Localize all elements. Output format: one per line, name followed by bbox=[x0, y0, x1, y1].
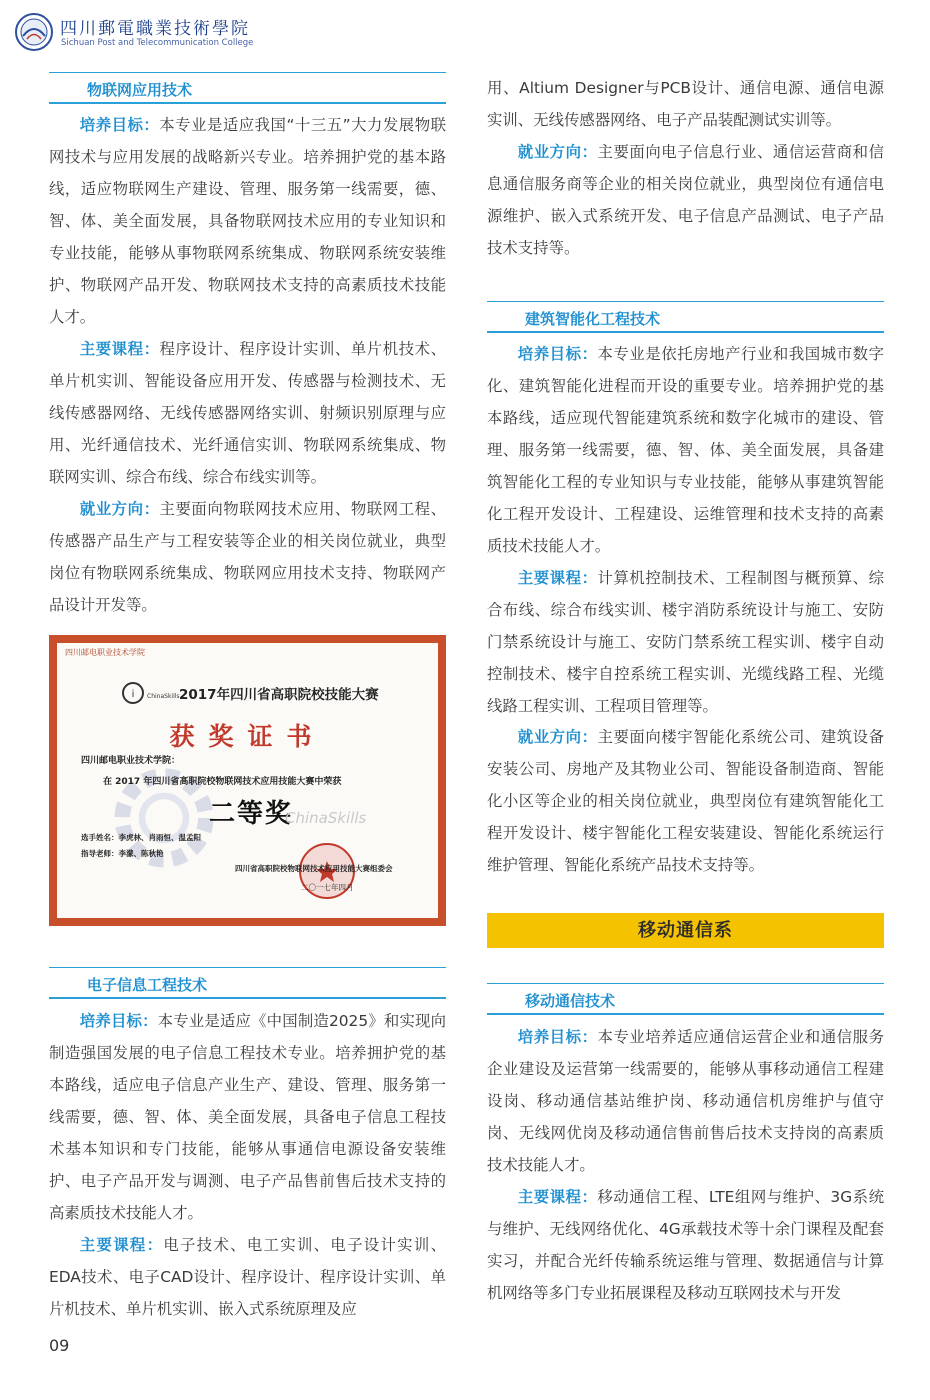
mobile-goal-paragraph bbox=[487, 1021, 884, 1181]
mobile-goal-text: 本专业培养适应通信运营企业和通信服务企业建设及运营第一线需要的，能够从事移动通信工程建设岗、移动通信基站维护岗、移动通信机房维护与值守岗、无线网优岗及移动通信售前售后技术支持岗的高素质技术技能人才。 bbox=[487, 1028, 884, 1174]
electronic-courses-paragraph bbox=[49, 1229, 446, 1325]
certificate-award-level: 二等奖 bbox=[209, 799, 294, 829]
building-goal-paragraph bbox=[487, 338, 884, 562]
building-courses-text: 计算机控制技术、工程制图与概预算、综合布线、综合布线实训、楼宇消防系统设计与施工、安防门禁系统设计与施工、安防门禁系统工程实训、楼宇自动控制技术、楼宇自控系统工程实训、光缆线路工程、光缆线路工程实训、工程项目管理等。 bbox=[487, 569, 884, 715]
department-banner: 移动通信系 bbox=[487, 913, 884, 948]
electronic-courses-continued bbox=[487, 72, 884, 136]
certificate-paper bbox=[57, 643, 438, 918]
building-goal-text: 本专业是依托房地产行业和我国城市数字化、建筑智能化进程而开设的重要专业。培养拥护党的基本路线，适应现代智能建筑系统和数字化城市的建设、管理、服务第一线需要，德、智、体、美全面发展，具备建筑智能化工程的专业知识与专业技能，能够从事建筑智能化工程开发设计、工程建设、运维管理和技术支持的高素质技术技能人才。 bbox=[487, 345, 884, 555]
electronic-goal-paragraph bbox=[49, 1005, 446, 1229]
iot-goal-text: 本专业是适应我国“十三五”大力发展物联网技术与应用发展的战略新兴专业。培养拥护党的基本路线，适应物联网生产建设、管理、服务第一线需要，德、智、体、美全面发展，具备物联网技术应用的专业知识和专业技能，能够从事物联网系统集成、物联网系统安装维护、物联网产品开发、物联网技术支持的高素质技术技能人才。 bbox=[49, 116, 446, 326]
section-header-iot bbox=[49, 76, 446, 104]
certificate-title: 获奖证书 bbox=[169, 722, 326, 751]
mobile-courses-paragraph bbox=[487, 1181, 884, 1309]
goal-label: 培养目标： bbox=[79, 1012, 158, 1030]
electronic-goal-text: 本专业是适应《中国制造2025》和实现向制造强国发展的电子信息工程技术专业。培养拥护党的基本路线，适应电子信息产业生产、建设、管理、服务第一线需要，德、智、体、美全面发展，具备电子信息工程技术基本知识和专门技能，能够从事通信电源设备安装维护、电子产品开发与调测、电子产品售前售后技术支持的高素质技术技能人才。 bbox=[49, 1012, 446, 1222]
certificate-organizer: 四川省高职院校物联网技术应用技能大赛组委会 bbox=[235, 864, 393, 873]
section-header-mobile bbox=[487, 987, 884, 1015]
iot-employment-paragraph bbox=[49, 493, 446, 621]
goal-label: 培养目标： bbox=[79, 116, 160, 134]
section-header-building bbox=[487, 305, 884, 333]
iot-goal-paragraph bbox=[49, 109, 446, 333]
courses-label: 主要课程： bbox=[79, 340, 160, 358]
section-title-iot: 物联网应用技术 bbox=[87, 81, 193, 99]
courses-label: 主要课程： bbox=[79, 1236, 164, 1254]
certificate-watermark: ChinaSkills bbox=[285, 809, 367, 827]
employment-label: 就业方向： bbox=[517, 143, 598, 161]
iot-employment-text: 主要面向物联网技术应用、物联网工程、传感器产品生产与工程安装等企业的相关岗位就业，典型岗位有物联网系统集成、物联网应用技术支持、物联网产品设计开发等。 bbox=[49, 500, 446, 614]
page-number: 09 bbox=[49, 1336, 70, 1355]
certificate-school: 四川邮电职业技术学院： bbox=[81, 756, 181, 766]
award-certificate-image bbox=[49, 635, 446, 926]
electronic-courses-text-1: 电子技术、电工实训、电子设计实训、EDA技术、电子CAD设计、程序设计、程序设计实训、单片机技术、单片机实训、嵌入式系统原理及应 bbox=[49, 1236, 446, 1318]
college-name-cn: 四川郵電職業技術學院 bbox=[60, 19, 250, 39]
iot-courses-text: 程序设计、程序设计实训、单片机技术、单片机实训、智能设备应用开发、传感器与检测技术、无线传感器网络、无线传感器网络实训、射频识别原理与应用、光纤通信技术、光纤通信实训、物联网系统集成、物联网实训、综合布线、综合布线实训等。 bbox=[49, 340, 446, 486]
svg-text:i: i bbox=[131, 689, 135, 700]
section-header-electronic bbox=[49, 971, 446, 999]
building-employment-paragraph bbox=[487, 721, 884, 881]
certificate-competition: 2017年四川省高职院校技能大赛 bbox=[179, 687, 379, 703]
building-courses-paragraph bbox=[487, 562, 884, 722]
section-title-mobile: 移动通信技术 bbox=[525, 992, 616, 1010]
building-employment-text: 主要面向楼宇智能化系统公司、建筑设备安装公司、房地产及其物业公司、智能设备制造商、智能化小区等企业的相关岗位就业，典型岗位有建筑智能化工程开发设计、楼宇智能化工程安装建设、智能化系统运行维护管理、智能化系统产品技术支持等。 bbox=[487, 728, 884, 874]
college-name-en: Sichuan Post and Telecommunication College bbox=[61, 38, 254, 48]
goal-label: 培养目标： bbox=[517, 1028, 598, 1046]
electronic-employment-paragraph bbox=[487, 136, 884, 264]
goal-label: 培养目标： bbox=[517, 345, 598, 363]
electronic-employment-text: 主要面向电子信息行业、通信运营商和信息通信服务商等企业的相关岗位就业，典型岗位有通信电源维护、嵌入式系统开发、电子信息产品测试、电子产品技术支持等。 bbox=[487, 143, 884, 257]
certificate-students: 选手姓名：李虎林、肖雨恒、温孟阳 bbox=[81, 833, 201, 842]
courses-label: 主要课程： bbox=[517, 569, 598, 587]
certificate-top-line: 四川邮电职业技术学院 bbox=[65, 648, 145, 657]
mobile-courses-text: 移动通信工程、LTE组网与维护、3G系统与维护、无线网络优化、4G承载技术等十余门课程及配套实习，并配合光纤传输系统运维与管理、数据通信与计算机网络等多门专业拓展课程及移动互联网技术与开发 bbox=[487, 1188, 884, 1302]
college-logo bbox=[14, 10, 254, 56]
electronic-courses-text-2: 用、Altium Designer与PCB设计、通信电源、通信电源实训、无线传感器网络、电子产品装配测试实训等。 bbox=[487, 79, 884, 129]
iot-courses-paragraph bbox=[49, 333, 446, 493]
chinaskills-logo-icon bbox=[121, 681, 145, 705]
chinaskills-logo-text: ChinaSkills bbox=[147, 693, 180, 700]
courses-label: 主要课程： bbox=[517, 1188, 598, 1206]
certificate-teachers: 指导老师：李濛、陈秋艳 bbox=[81, 849, 164, 858]
section-title-building: 建筑智能化工程技术 bbox=[525, 310, 661, 328]
section-title-electronic: 电子信息工程技术 bbox=[87, 976, 208, 994]
certificate-date: 二〇一七年四月 bbox=[301, 883, 354, 892]
employment-label: 就业方向： bbox=[79, 500, 160, 518]
college-emblem-icon bbox=[14, 12, 54, 52]
certificate-award-line: 在 2017 年四川省高职院校物联网技术应用技能大赛中荣获 bbox=[103, 777, 342, 787]
employment-label: 就业方向： bbox=[517, 728, 598, 746]
